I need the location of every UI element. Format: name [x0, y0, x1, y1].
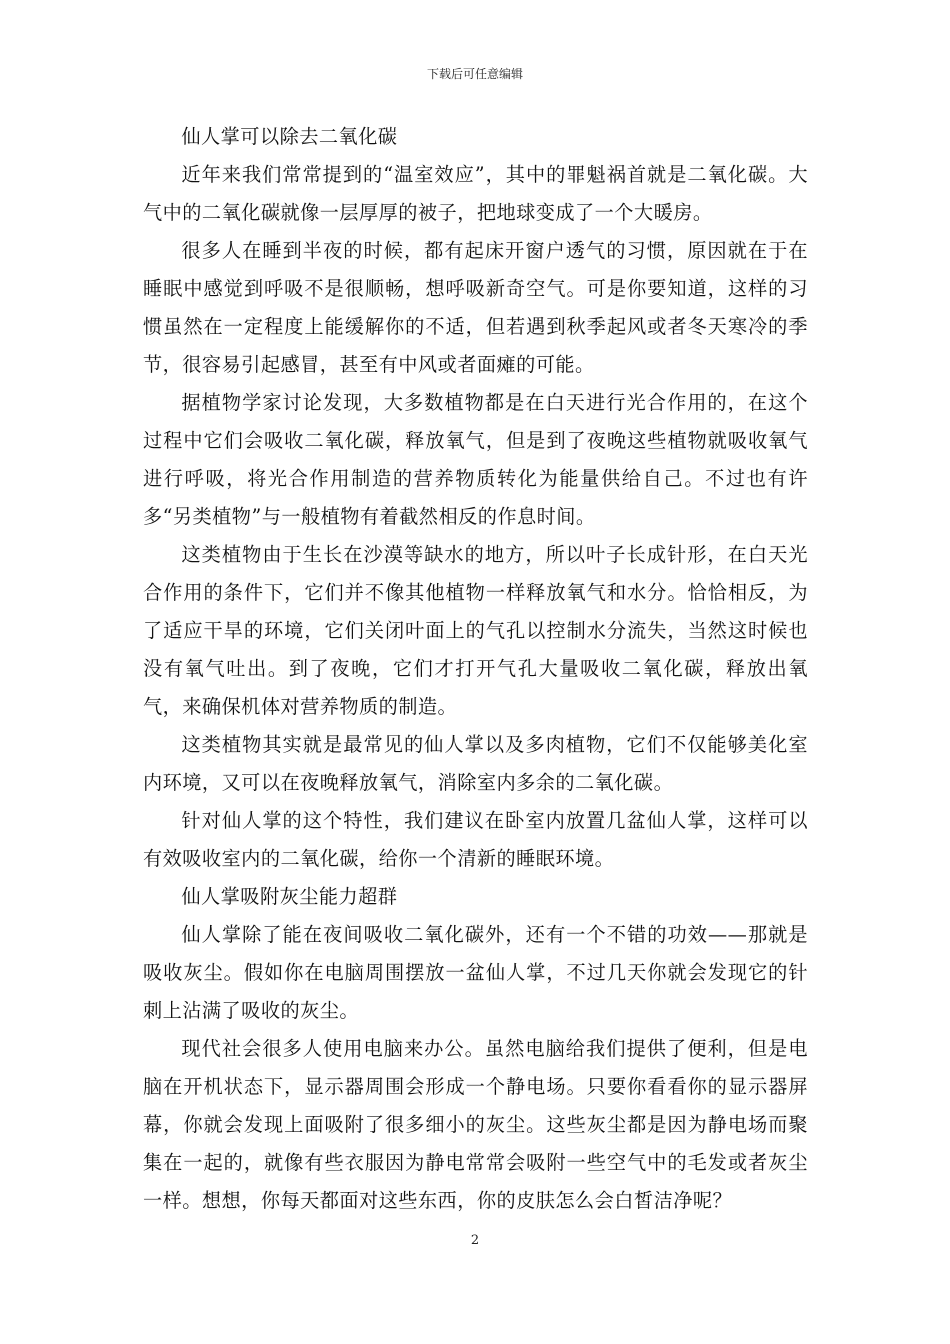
paragraph-night-ventilation: 很多人在睡到半夜的时候，都有起床开窗户透气的习惯，原因就在于在睡眠中感觉到呼吸不是很顺畅，想呼吸新奇空气。可是你要知道，这样的习惯虽然在一定程度上能缓解你的不适，但若遇到秋季起风或者冬天寒冷的季节，很容易引起感冒，甚至有中风或者面瘫的可能。	[143, 239, 808, 376]
document-body	[143, 118, 808, 1220]
paragraph-bedroom-suggestion: 针对仙人掌的这个特性，我们建议在卧室内放置几盆仙人掌，这样可以有效吸收室内的二氧化碳，给你一个清新的睡眠环境。	[143, 809, 808, 870]
paragraph-plant-research: 据植物学家讨论发现，大多数植物都是在白天进行光合作用的，在这个过程中它们会吸收二氧化碳，释放氧气，但是到了夜晚这些植物就吸收氧气进行呼吸，将光合作用制造的营养物质转化为能量供给自己。不过也有许多“另类植物”与一般植物有着截然相反的作息时间。	[143, 391, 808, 528]
paragraph-absorb-dust: 仙人掌除了能在夜间吸收二氧化碳外，还有一个不错的功效——那就是吸收灰尘。假如你在电脑周围摆放一盆仙人掌，不过几天你就会发现它的针刺上沾满了吸收的灰尘。	[143, 923, 808, 1022]
page-header-note: 下载后可任意编辑	[426, 67, 523, 81]
paragraph-computer-static: 现代社会很多人使用电脑来办公。虽然电脑给我们提供了便利，但是电脑在开机状态下，显示器周围会形成一个静电场。只要你看看你的显示器屏幕，你就会发现上面吸附了很多细小的灰尘。这些灰尘都是因为静电场而聚集在一起的，就像有些衣服因为静电常常会吸附一些空气中的毛发或者灰尘一样。想想，你每天都面对这些东西，你的皮肤怎么会白皙洁净呢？	[143, 1037, 808, 1212]
paragraph-greenhouse-effect: 近年来我们常常提到的“温室效应”，其中的罪魁祸首就是二氧化碳。大气中的二氧化碳就像一层厚厚的被子，把地球变成了一个大暖房。	[143, 163, 808, 224]
paragraph-succulents: 这类植物其实就是最常见的仙人掌以及多肉植物，它们不仅能够美化室内环境，又可以在夜晚释放氧气，消除室内多余的二氧化碳。	[143, 733, 808, 794]
page-number: 2	[470, 1233, 480, 1248]
paragraph-desert-plants: 这类植物由于生长在沙漠等缺水的地方，所以叶子长成针形，在白天光合作用的条件下，它们并不像其他植物一样释放氧气和水分。恰恰相反，为了适应干旱的环境，它们关闭叶面上的气孔以控制水分流失，当然这时候也没有氧气吐出。到了夜晚，它们才打开气孔大量吸收二氧化碳，释放出氧气，来确保机体对营养物质的制造。	[143, 543, 808, 718]
section-heading-dust-absorption: 仙人掌吸附灰尘能力超群	[181, 885, 398, 908]
section-heading-cactus-co2: 仙人掌可以除去二氧化碳	[181, 125, 398, 148]
